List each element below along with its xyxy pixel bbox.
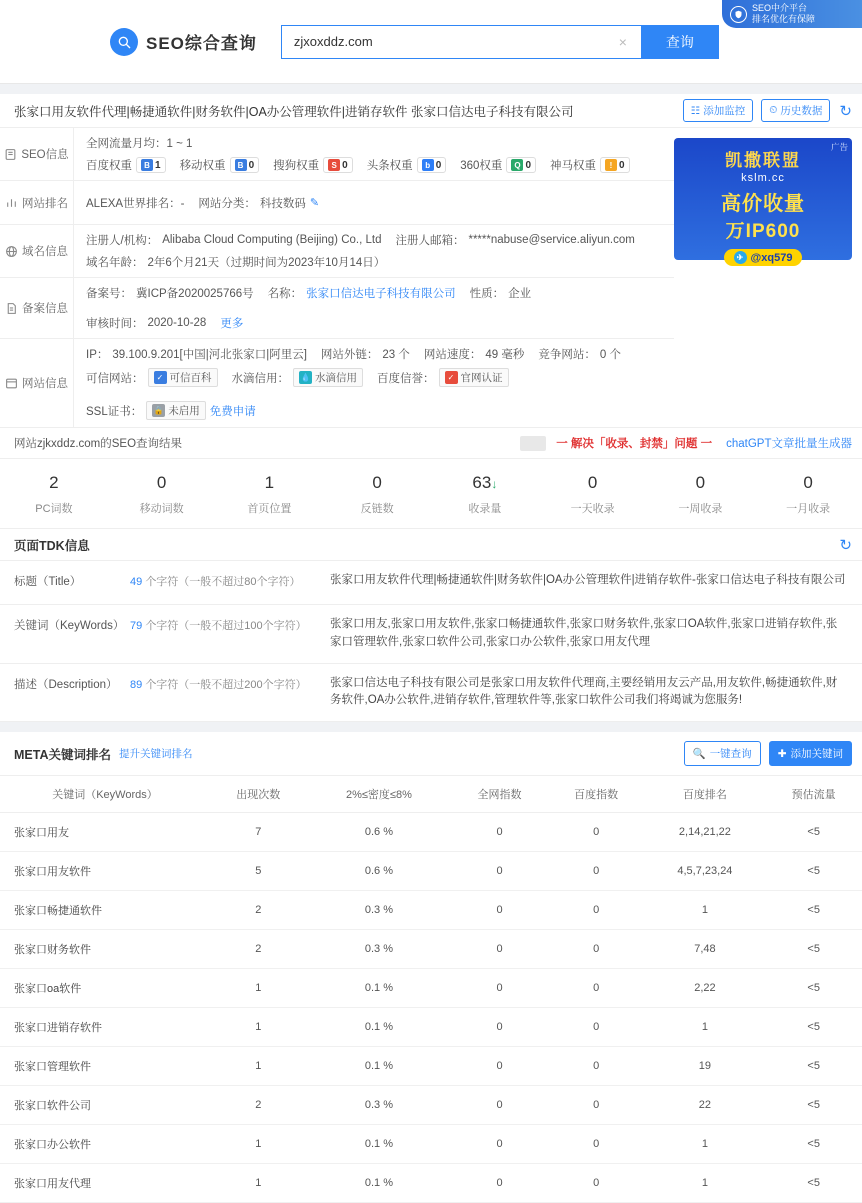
cell-global-index: 0 xyxy=(451,852,548,891)
search-button[interactable]: 查询 xyxy=(641,25,719,59)
cell-count: 5 xyxy=(210,852,307,891)
info-area xyxy=(0,128,862,427)
ssl-label: SSL证书： xyxy=(86,405,143,418)
decrease-arrow-icon: ↓ xyxy=(491,477,498,491)
tdk-title: 页面TDK信息 xyxy=(14,538,90,553)
cell-density: 0.3 % xyxy=(307,930,452,969)
sogou-weight-icon: S xyxy=(328,159,340,171)
cell-traffic: <5 xyxy=(765,930,862,969)
row-label-website-text: 网站信息 xyxy=(22,378,68,390)
placeholder-button[interactable] xyxy=(520,436,546,451)
cell-keyword: 张家口软件公司 xyxy=(0,1086,210,1125)
cell-baidu-rank: 1 xyxy=(644,1008,765,1047)
cell-baidu-index[interactable]: 0 xyxy=(548,1125,645,1164)
ad-line2: kslm.cc xyxy=(741,172,785,184)
row-seo-info xyxy=(0,128,674,181)
stat-value: 1 xyxy=(264,473,275,492)
table-row[interactable] xyxy=(0,969,862,1008)
weights-line xyxy=(86,157,662,173)
cell-baidu-rank: 4,5,7,23,24 xyxy=(644,852,765,891)
cell-baidu-index[interactable]: 0 xyxy=(548,1086,645,1125)
cell-traffic: <5 xyxy=(765,1047,862,1086)
tdk-label: 描述（Description） xyxy=(14,678,118,691)
category-value: 科技数码 xyxy=(259,197,306,210)
info-table xyxy=(0,128,674,427)
cell-baidu-rank: 1 xyxy=(644,1164,765,1203)
alexa-text: ALEXA世界排名：- xyxy=(86,197,185,210)
cell-baidu-rank: 19 xyxy=(644,1047,765,1086)
tdk-count xyxy=(130,605,330,663)
search-icon: 🔍 xyxy=(692,748,706,761)
cell-keyword: 张家口用友 xyxy=(0,813,210,852)
tdk-refresh-icon[interactable]: ↻ xyxy=(839,536,852,554)
table-row[interactable] xyxy=(0,813,862,852)
cell-traffic: <5 xyxy=(765,1008,862,1047)
weight-baidu-label: 百度权重 xyxy=(86,160,132,172)
lock-icon: 🔒 xyxy=(153,406,164,415)
spacer xyxy=(0,84,862,94)
table-row[interactable] xyxy=(0,891,862,930)
icp-number-label: 备案号： xyxy=(86,288,132,300)
stats-bar xyxy=(0,459,862,529)
cell-traffic: <5 xyxy=(765,969,862,1008)
weight-360-label: 360权重 xyxy=(460,160,503,172)
tdk-count-suffix: 个字符（一般不超过200个字符） xyxy=(145,678,307,691)
baidu-credit-value: 官网认证 xyxy=(460,372,503,384)
baidu-weight-value: 1 xyxy=(155,159,161,171)
history-icon: ⏲ xyxy=(769,104,778,116)
cell-traffic: <5 xyxy=(765,852,862,891)
seo-platform-badge[interactable] xyxy=(722,0,862,28)
cell-keyword: 张家口用友软件 xyxy=(0,852,210,891)
registrant-email-label: 注册人邮箱： xyxy=(395,235,465,247)
edit-icon[interactable]: ✎ xyxy=(309,197,320,209)
outlink-value: 23 个 xyxy=(382,349,410,361)
row-label-domain xyxy=(0,225,74,277)
cell-baidu-rank: 2,14,21,22 xyxy=(644,813,765,852)
stat-indexed-day[interactable] xyxy=(539,473,647,516)
q360-weight-icon: Q xyxy=(511,159,523,171)
credit-label: 可信网站： xyxy=(86,372,144,385)
col-global-index: 全网指数 xyxy=(451,776,548,813)
baidu-credit-tag[interactable] xyxy=(439,368,509,387)
weight-shenma-label: 神马权重 xyxy=(550,160,596,172)
cell-global-index: 0 xyxy=(451,1164,548,1203)
icp-name-value[interactable]: 张家口信达电子科技有限公司 xyxy=(306,288,456,300)
row-body-domain xyxy=(74,225,674,277)
cell-density: 0.1 % xyxy=(307,969,452,1008)
shenma-weight-icon: ! xyxy=(605,159,617,171)
shield-icon xyxy=(730,6,747,23)
cell-baidu-index[interactable]: 0 xyxy=(548,891,645,930)
registrar-label: 注册人/机构： xyxy=(86,235,159,247)
ad-contact-button[interactable] xyxy=(724,249,803,266)
icp-type-value: 企业 xyxy=(508,288,532,300)
stat-value: 63 xyxy=(472,473,492,492)
meta-title: META关键词排名 xyxy=(14,747,111,762)
tdk-label: 关键词（KeyWords） xyxy=(14,620,125,632)
toutiao-weight-value: 0 xyxy=(435,159,442,171)
row-label-rank-text: 网站排名 xyxy=(22,197,68,210)
col-density: 2%≤密度≤8% xyxy=(307,776,452,813)
stat-label: 收录量 xyxy=(468,503,502,515)
icp-more-link[interactable]: 更多 xyxy=(220,318,244,330)
query-result-text: 网站zjkxddz.com的SEO查询结果 xyxy=(14,438,183,450)
tdk-count-number: 79 xyxy=(130,620,143,632)
ad-contact-label: @xq579 xyxy=(750,251,793,264)
weight-toutiao[interactable] xyxy=(367,157,447,173)
cell-density: 0.3 % xyxy=(307,891,452,930)
stat-indexed[interactable] xyxy=(431,473,539,516)
one-click-query-label: 一键查询 xyxy=(709,748,752,761)
add-keyword-label: 添加关键词 xyxy=(790,748,843,761)
cell-count: 7 xyxy=(210,813,307,852)
col-baidu-rank: 百度排名 xyxy=(644,776,765,813)
spacer-2 xyxy=(0,722,862,732)
droplet-icon: 💧 xyxy=(300,373,311,382)
cell-count: 1 xyxy=(210,1047,307,1086)
row-body-icp xyxy=(74,278,674,338)
site-category xyxy=(198,195,319,211)
table-header-row xyxy=(0,776,862,813)
droplet-tag[interactable] xyxy=(293,368,363,387)
cell-baidu-index[interactable]: 0 xyxy=(548,1008,645,1047)
domain-age-value: 2年6个月21天（过期时间为2023年10月14日） xyxy=(147,257,386,269)
icp-name-label: 名称： xyxy=(267,288,303,300)
outlink-label: 网站外链： xyxy=(320,349,379,361)
stat-value: 0 xyxy=(803,473,813,492)
cell-traffic: <5 xyxy=(765,1086,862,1125)
row-label-icp xyxy=(0,278,74,338)
cell-baidu-index[interactable]: 0 xyxy=(548,852,645,891)
credit-icon: ✓ xyxy=(154,371,167,384)
row-icp-info xyxy=(0,278,674,339)
cell-global-index: 0 xyxy=(451,969,548,1008)
ad-line4: 万IP600 xyxy=(725,221,801,242)
ad-flag-label: 广告 xyxy=(830,142,848,152)
meta-section-header xyxy=(0,732,862,776)
add-monitor-button[interactable] xyxy=(683,99,753,122)
compete-value: 0 个 xyxy=(599,349,621,361)
cell-baidu-index[interactable]: 0 xyxy=(548,1047,645,1086)
baidu-verified-icon: ✓ xyxy=(445,371,458,384)
stat-value: 0 xyxy=(156,473,167,492)
row-label-domain-text: 域名信息 xyxy=(22,246,68,258)
stat-label: 反链数 xyxy=(360,503,394,515)
cell-global-index: 0 xyxy=(451,891,548,930)
cell-count: 1 xyxy=(210,1008,307,1047)
baidu-credit-label: 百度信誉： xyxy=(377,372,435,385)
cell-traffic: <5 xyxy=(765,1125,862,1164)
table-row[interactable] xyxy=(0,1008,862,1047)
tdk-row-keywords xyxy=(0,605,862,664)
droplet-label: 水滴信用： xyxy=(231,372,289,385)
stat-label: 移动词数 xyxy=(139,503,184,515)
stat-backlinks[interactable] xyxy=(323,473,431,516)
registrar-value: Alibaba Cloud Computing (Beijing) Co., Ltd xyxy=(162,234,382,246)
seo-logo-icon xyxy=(110,28,138,56)
row-label-seo-text: SEO信息 xyxy=(21,149,69,161)
cell-count: 1 xyxy=(210,1164,307,1203)
ssl-value: 未启用 xyxy=(168,405,200,417)
cell-baidu-rank: 22 xyxy=(644,1086,765,1125)
tdk-count-number: 89 xyxy=(130,678,143,691)
badge-line2: 排名优化有保障 xyxy=(752,14,816,24)
row-website-info xyxy=(0,339,674,427)
cell-global-index: 0 xyxy=(451,1086,548,1125)
weight-baidu[interactable] xyxy=(86,157,166,173)
row-body-seo xyxy=(74,128,674,180)
cell-keyword: 张家口用友代理 xyxy=(0,1164,210,1203)
weight-sogou-label: 搜狗权重 xyxy=(273,160,320,172)
weight-360[interactable] xyxy=(460,157,536,173)
cell-global-index: 0 xyxy=(451,1125,548,1164)
stat-mobile-keywords[interactable] xyxy=(108,473,216,516)
cell-baidu-index[interactable]: 0 xyxy=(548,1164,645,1203)
table-row[interactable] xyxy=(0,1047,862,1086)
monitor-icon: ☷ xyxy=(690,104,701,117)
tdk-count-suffix: 个字符（一般不超过80个字符） xyxy=(145,576,301,588)
cell-density: 0.3 % xyxy=(307,1086,452,1125)
mobile-weight-value: 0 xyxy=(248,159,255,171)
speed-label: 网站速度： xyxy=(423,349,482,361)
traffic-text: 全网流量月均：1 ~ 1 xyxy=(86,138,193,150)
category-label: 网站分类： xyxy=(198,197,256,210)
table-row[interactable] xyxy=(0,1164,862,1203)
cell-density: 0.1 % xyxy=(307,1047,452,1086)
tdk-value: 张家口用友软件代理|畅捷通软件|财务软件|OA办公管理软件|进销存软件-张家口信达电子科技有限公司 xyxy=(330,574,846,586)
q360-weight-value: 0 xyxy=(525,159,531,171)
plus-icon: ✚ xyxy=(777,747,787,760)
speed-value: 49 毫秒 xyxy=(485,349,525,361)
sogou-weight-value: 0 xyxy=(342,159,348,171)
table-row[interactable] xyxy=(0,1125,862,1164)
telegram-icon: ✈ xyxy=(734,251,747,264)
badge-line1: SEO中介平台 xyxy=(752,2,808,13)
weight-shenma[interactable] xyxy=(550,157,630,173)
cell-baidu-rank: 1 xyxy=(644,891,765,930)
cell-global-index: 0 xyxy=(451,813,548,852)
droplet-value: 水滴信用 xyxy=(315,372,357,384)
one-click-query-button[interactable] xyxy=(684,741,761,766)
icp-number-value: 冀ICP备2020025766号 xyxy=(136,288,254,300)
row-label-website xyxy=(0,339,74,427)
cell-density: 0.6 % xyxy=(307,852,452,891)
toutiao-weight-icon: b xyxy=(422,159,434,171)
col-count: 出现次数 xyxy=(210,776,307,813)
icp-type-label: 性质： xyxy=(469,288,505,300)
cell-count: 2 xyxy=(210,1086,307,1125)
col-keyword: 关键词（KeyWords） xyxy=(0,776,210,813)
cell-density: 0.1 % xyxy=(307,1008,452,1047)
cell-keyword: 张家口管理软件 xyxy=(0,1047,210,1086)
stat-value: 0 xyxy=(587,473,598,492)
weight-sogou[interactable] xyxy=(273,157,353,173)
cell-keyword: 张家口财务软件 xyxy=(0,930,210,969)
query-result-strip xyxy=(0,427,862,459)
tdk-label: 标题（Title） xyxy=(14,576,82,588)
tdk-value: 张家口信达电子科技有限公司是张家口用友软件代理商,主要经销用友云产品,用友软件,畅捷通软件,财务软件,OA办公软件,进销存软件,管理软件等,张家口软件公司我们将竭诚为您服务! xyxy=(330,676,838,707)
keyword-ranking-table xyxy=(0,776,862,1203)
ssl-apply-link[interactable]: 免费申请 xyxy=(209,405,256,418)
cell-count: 2 xyxy=(210,891,307,930)
weight-mobile-label: 移动权重 xyxy=(179,160,226,172)
ip-label: IP： xyxy=(86,349,109,361)
ad-line3: 高价收量 xyxy=(721,193,805,215)
row-label-icp-text: 备案信息 xyxy=(22,303,68,315)
stat-label: 一周收录 xyxy=(678,503,723,515)
tdk-count-suffix: 个字符（一般不超过100个字符） xyxy=(145,620,307,632)
ad-line1: 凯撒联盟 xyxy=(725,151,801,170)
col-traffic: 预估流量 xyxy=(765,776,862,813)
tdk-value: 张家口用友,张家口用友软件,张家口畅捷通软件,张家口财务软件,张家口OA软件,张家口进销存软件,张家口管理软件,张家口软件公司,张家口办公软件,张家口用友代理 xyxy=(330,618,838,648)
cell-baidu-index[interactable]: 0 xyxy=(548,930,645,969)
col-baidu-index: 百度指数 xyxy=(548,776,645,813)
cell-traffic: <5 xyxy=(765,813,862,852)
ssl-tag xyxy=(146,401,206,420)
advertisement-banner[interactable] xyxy=(674,138,852,264)
table-row[interactable] xyxy=(0,930,862,969)
icp-time-label: 审核时间： xyxy=(86,318,144,330)
cell-baidu-index[interactable]: 0 xyxy=(548,969,645,1008)
shenma-weight-value: 0 xyxy=(619,159,625,171)
stat-value: 0 xyxy=(695,473,706,492)
brand-title: SEO综合查询 xyxy=(146,34,257,53)
weight-mobile[interactable] xyxy=(180,157,260,173)
solve-problem-link[interactable]: 一 解决「收录、封禁」问题 一 xyxy=(556,438,713,450)
row-label-rank xyxy=(0,181,74,224)
stat-indexed-week[interactable] xyxy=(647,473,755,516)
stat-value: 2 xyxy=(49,473,59,492)
row-body-website xyxy=(74,339,674,427)
history-label: 历史数据 xyxy=(780,105,823,117)
cell-count: 2 xyxy=(210,930,307,969)
stat-label: 一天收录 xyxy=(570,503,615,515)
stat-label: 首页位置 xyxy=(247,503,292,515)
clear-icon[interactable]: × xyxy=(618,33,627,50)
stat-value: 0 xyxy=(372,473,382,492)
row-site-rank xyxy=(0,181,674,225)
page-title: 张家口用友软件代理|畅捷通软件|财务软件|OA办公管理软件|进销存软件 张家口信达电子科技有限公司 xyxy=(14,104,574,119)
credit-value: 可信百科 xyxy=(169,372,212,384)
cell-keyword: 张家口畅捷通软件 xyxy=(0,891,210,930)
tdk-row-title xyxy=(0,561,862,605)
tdk-count xyxy=(130,664,330,722)
tdk-count-number: 49 xyxy=(130,576,143,588)
mobile-weight-icon: B xyxy=(235,159,247,171)
ip-value: 39.100.9.201[中国|河北张家口|阿里云] xyxy=(112,349,307,361)
cell-density: 0.1 % xyxy=(307,1164,452,1203)
icp-time-value: 2020-10-28 xyxy=(147,317,207,329)
table-row[interactable] xyxy=(0,1086,862,1125)
weight-toutiao-label: 头条权重 xyxy=(366,160,413,172)
cell-global-index: 0 xyxy=(451,1047,548,1086)
cell-baidu-rank: 7,48 xyxy=(644,930,765,969)
refresh-icon[interactable]: ↻ xyxy=(839,102,852,120)
cell-count: 1 xyxy=(210,969,307,1008)
cell-baidu-rank: 1 xyxy=(644,1125,765,1164)
cell-count: 1 xyxy=(210,1125,307,1164)
improve-ranking-link[interactable]: 提升关键词排名 xyxy=(119,748,193,761)
cell-keyword: 张家口oa软件 xyxy=(0,969,210,1008)
site-title-row xyxy=(0,94,862,128)
add-monitor-label: 添加监控 xyxy=(703,105,746,117)
credit-tag[interactable] xyxy=(148,368,218,387)
tdk-row-description xyxy=(0,664,862,723)
registrant-email-value: *****nabuse@service.aliyun.com xyxy=(468,234,635,246)
stat-indexed-month[interactable] xyxy=(754,473,862,516)
history-data-button[interactable] xyxy=(761,99,830,122)
cell-traffic: <5 xyxy=(765,1164,862,1203)
cell-global-index: 0 xyxy=(451,930,548,969)
row-label-seo xyxy=(0,128,74,180)
baidu-weight-icon: B xyxy=(141,159,153,171)
stat-homepage-position[interactable] xyxy=(216,473,324,516)
search-input[interactable] xyxy=(292,33,615,50)
compete-label: 竞争网站： xyxy=(538,349,596,361)
tdk-count xyxy=(130,561,330,604)
add-keyword-button[interactable] xyxy=(769,741,852,766)
cell-density: 0.6 % xyxy=(307,813,452,852)
row-domain-info xyxy=(0,225,674,278)
stat-label: 一月收录 xyxy=(786,503,831,515)
cell-global-index: 0 xyxy=(451,1008,548,1047)
stat-pc-keywords[interactable] xyxy=(0,473,108,516)
tdk-section-header xyxy=(0,529,862,561)
cell-traffic: <5 xyxy=(765,891,862,930)
search-input-wrapper xyxy=(281,25,641,59)
cell-baidu-index[interactable]: 0 xyxy=(548,813,645,852)
cell-density: 0.1 % xyxy=(307,1125,452,1164)
stat-label: PC词数 xyxy=(35,503,73,515)
row-body-rank xyxy=(74,181,674,224)
cell-keyword: 张家口进销存软件 xyxy=(0,1008,210,1047)
cell-keyword: 张家口办公软件 xyxy=(0,1125,210,1164)
brand-logo xyxy=(110,28,257,56)
cell-baidu-rank: 2,22 xyxy=(644,969,765,1008)
domain-age-label: 域名年龄： xyxy=(86,257,144,269)
table-row[interactable] xyxy=(0,852,862,891)
chatgpt-generator-link[interactable]: chatGPT文章批量生成器 xyxy=(726,438,852,450)
